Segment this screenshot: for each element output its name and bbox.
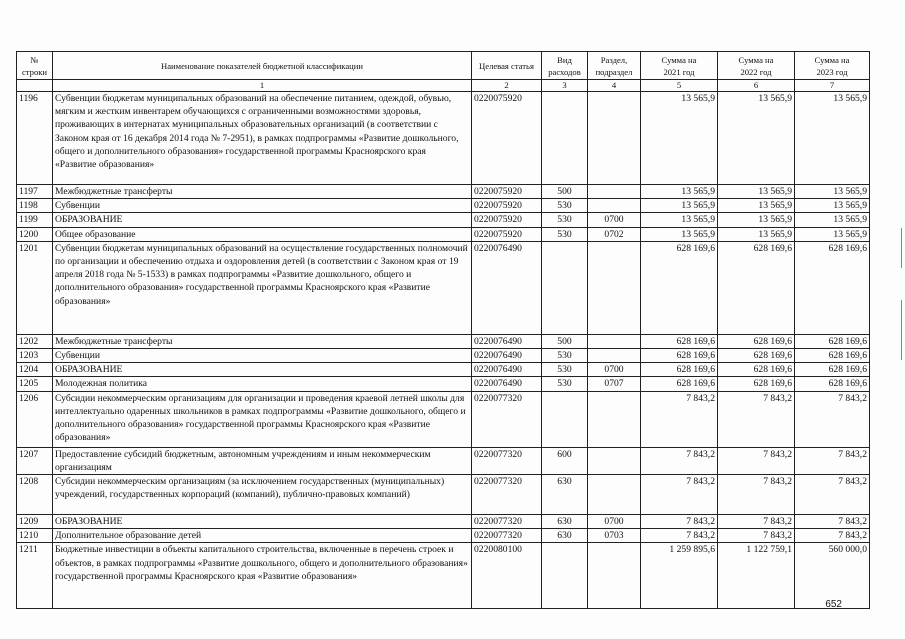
row-number: 1199	[17, 213, 53, 227]
section-code	[588, 92, 641, 185]
expense-type: 530	[542, 363, 588, 377]
target-article: 0220076490	[472, 241, 542, 334]
sum-2022: 13 565,9	[718, 185, 795, 199]
target-article: 0220077320	[472, 447, 542, 474]
table-row	[17, 447, 870, 474]
expense-type: 500	[542, 334, 588, 348]
sum-2023: 7 843,2	[795, 391, 870, 447]
row-number: 1200	[17, 227, 53, 241]
expense-type	[542, 391, 588, 447]
target-article: 0220077320	[472, 391, 542, 447]
indicator-name: Субвенции бюджетам муниципальных образований на обеспечение питанием, одеждой, обувью, мягким и жестким инвентарем обучающихся с ограниченными возможностями здоровья, проживающих в интернатах муниципальных образовательных организаций (в соответствии с Законом края от 16 декабря 2014 года № 7-2951), в рамках подпрограммы «Развитие дошкольного, общего и дополнительного образования» государственной программы Красноярского края «Развитие образования»	[53, 92, 472, 185]
row-number: 1211	[17, 543, 53, 609]
header-name: Наименование показателей бюджетной классификации	[53, 52, 472, 80]
row-number: 1205	[17, 377, 53, 391]
expense-type: 630	[542, 515, 588, 529]
section-code: 0703	[588, 529, 641, 543]
sum-2023: 13 565,9	[795, 185, 870, 199]
row-number: 1202	[17, 334, 53, 348]
target-article: 0220076490	[472, 349, 542, 363]
row-number: 1197	[17, 185, 53, 199]
sum-2023: 628 169,6	[795, 334, 870, 348]
target-article: 0220075920	[472, 92, 542, 185]
sum-2022: 13 565,9	[718, 92, 795, 185]
column-number: 1	[53, 80, 472, 92]
header-sum-2023: Сумма на 2023 год	[795, 52, 870, 80]
indicator-name: Бюджетные инвестиции в объекты капитального строительства, включенные в перечень строек и объектов, в рамках подпрограммы «Развитие дошкольного, общего и дополнительного образования» государственной программы Красноярского края «Развитие образования»	[53, 543, 472, 609]
section-code	[588, 334, 641, 348]
row-number: 1208	[17, 475, 53, 515]
indicator-name: Субвенции	[53, 349, 472, 363]
table-row	[17, 349, 870, 363]
budget-table	[16, 51, 870, 609]
sum-2021: 13 565,9	[641, 213, 718, 227]
table-row	[17, 213, 870, 227]
expense-type	[542, 92, 588, 185]
header-expense-type: Вид расходов	[542, 52, 588, 80]
expense-type: 530	[542, 377, 588, 391]
sum-2023: 560 000,0	[795, 543, 870, 609]
table-row	[17, 391, 870, 447]
table-row	[17, 199, 870, 213]
row-number: 1206	[17, 391, 53, 447]
target-article: 0220077320	[472, 475, 542, 515]
expense-type	[542, 241, 588, 334]
section-code	[588, 391, 641, 447]
table-row	[17, 185, 870, 199]
sum-2021: 628 169,6	[641, 241, 718, 334]
indicator-name: Субсидии некоммерческим организациям для организации и проведения краевой летней школы для интеллектуально одаренных школьников в рамках подпрограммы «Развитие дошкольного, общего и дополнительного образования» государственной программы Красноярского края «Развитие образования»	[53, 391, 472, 447]
indicator-name: ОБРАЗОВАНИЕ	[53, 363, 472, 377]
sum-2022: 628 169,6	[718, 377, 795, 391]
sum-2021: 13 565,9	[641, 199, 718, 213]
sum-2021: 7 843,2	[641, 475, 718, 515]
table-row	[17, 92, 870, 185]
header-sum-2021: Сумма на 2021 год	[641, 52, 718, 80]
sum-2021: 13 565,9	[641, 185, 718, 199]
table-row	[17, 227, 870, 241]
target-article: 0220075920	[472, 227, 542, 241]
sum-2022: 7 843,2	[718, 515, 795, 529]
row-number: 1196	[17, 92, 53, 185]
sum-2023: 13 565,9	[795, 213, 870, 227]
sum-2021: 13 565,9	[641, 227, 718, 241]
section-code	[588, 199, 641, 213]
section-code	[588, 349, 641, 363]
sum-2021: 7 843,2	[641, 391, 718, 447]
sum-2022: 628 169,6	[718, 363, 795, 377]
sum-2021: 7 843,2	[641, 529, 718, 543]
column-number: 3	[542, 80, 588, 92]
table-row	[17, 515, 870, 529]
row-number: 1210	[17, 529, 53, 543]
section-code	[588, 447, 641, 474]
sum-2022: 7 843,2	[718, 475, 795, 515]
target-article: 0220076490	[472, 363, 542, 377]
sum-2021: 628 169,6	[641, 349, 718, 363]
sum-2022: 7 843,2	[718, 447, 795, 474]
table-row	[17, 529, 870, 543]
column-number: 5	[641, 80, 718, 92]
sum-2022: 628 169,6	[718, 349, 795, 363]
sum-2022: 628 169,6	[718, 334, 795, 348]
budget-table-sheet	[16, 51, 870, 609]
target-article: 0220077320	[472, 515, 542, 529]
indicator-name: Предоставление субсидий бюджетным, автономным учреждениям и иным некоммерческим организациям	[53, 447, 472, 474]
column-number: 7	[795, 80, 870, 92]
sum-2023: 13 565,9	[795, 92, 870, 185]
expense-type: 530	[542, 227, 588, 241]
sum-2023: 13 565,9	[795, 199, 870, 213]
header-target-article: Целевая статья	[472, 52, 542, 80]
sum-2021: 628 169,6	[641, 363, 718, 377]
section-code	[588, 475, 641, 515]
header-row	[17, 52, 870, 80]
indicator-name: Межбюджетные трансферты	[53, 334, 472, 348]
row-number: 1207	[17, 447, 53, 474]
column-number: 6	[718, 80, 795, 92]
column-number-row	[17, 80, 870, 92]
sum-2023: 7 843,2	[795, 447, 870, 474]
table-row	[17, 377, 870, 391]
section-code	[588, 185, 641, 199]
sum-2021: 7 843,2	[641, 515, 718, 529]
expense-type: 630	[542, 529, 588, 543]
indicator-name: ОБРАЗОВАНИЕ	[53, 213, 472, 227]
sum-2023: 7 843,2	[795, 475, 870, 515]
expense-type: 500	[542, 185, 588, 199]
section-code: 0700	[588, 515, 641, 529]
section-code: 0700	[588, 363, 641, 377]
sum-2022: 7 843,2	[718, 529, 795, 543]
row-number: 1201	[17, 241, 53, 334]
target-article: 0220075920	[472, 213, 542, 227]
expense-type: 630	[542, 475, 588, 515]
expense-type: 530	[542, 349, 588, 363]
indicator-name: Дополнительное образование детей	[53, 529, 472, 543]
row-number: 1209	[17, 515, 53, 529]
table-row	[17, 363, 870, 377]
indicator-name: Субвенции бюджетам муниципальных образований на осуществление государственных полномочий по организации и обеспечению отдыха и оздоровления детей (в соответствии с Законом края от 19 апреля 2018 года № 5-1533) в рамках подпрограммы «Развитие дошкольного, общего и дополнительного образования» государственной программы Красноярского края «Развитие образования»	[53, 241, 472, 334]
sum-2023: 7 843,2	[795, 515, 870, 529]
page-number: 652	[825, 599, 842, 610]
sum-2021: 628 169,6	[641, 377, 718, 391]
header-section: Раздел, подраздел	[588, 52, 641, 80]
sum-2023: 628 169,6	[795, 363, 870, 377]
target-article: 0220075920	[472, 199, 542, 213]
section-code: 0700	[588, 213, 641, 227]
sum-2022: 13 565,9	[718, 213, 795, 227]
header-row-number: № строки	[17, 52, 53, 80]
expense-type	[542, 543, 588, 609]
sum-2021: 628 169,6	[641, 334, 718, 348]
row-number: 1204	[17, 363, 53, 377]
expense-type: 530	[542, 213, 588, 227]
section-code	[588, 543, 641, 609]
row-number: 1198	[17, 199, 53, 213]
indicator-name: ОБРАЗОВАНИЕ	[53, 515, 472, 529]
sum-2023: 628 169,6	[795, 349, 870, 363]
sum-2023: 7 843,2	[795, 529, 870, 543]
expense-type: 530	[542, 199, 588, 213]
table-row	[17, 334, 870, 348]
column-number	[17, 80, 53, 92]
sum-2021: 7 843,2	[641, 447, 718, 474]
section-code: 0702	[588, 227, 641, 241]
table-row	[17, 543, 870, 609]
column-number: 2	[472, 80, 542, 92]
row-number: 1203	[17, 349, 53, 363]
indicator-name: Субсидии некоммерческим организациям (за исключением государственных (муниципальных) учреждений, государственных корпораций (компаний), публично-правовых компаний)	[53, 475, 472, 515]
scan-edge-mark	[901, 300, 902, 360]
sum-2023: 628 169,6	[795, 377, 870, 391]
header-sum-2022: Сумма на 2022 год	[718, 52, 795, 80]
section-code: 0707	[588, 377, 641, 391]
table-row	[17, 241, 870, 334]
sum-2022: 13 565,9	[718, 227, 795, 241]
sum-2022: 628 169,6	[718, 241, 795, 334]
indicator-name: Общее образование	[53, 227, 472, 241]
table-row	[17, 475, 870, 515]
scan-edge-mark	[901, 228, 902, 268]
sum-2022: 13 565,9	[718, 199, 795, 213]
target-article: 0220077320	[472, 529, 542, 543]
expense-type: 600	[542, 447, 588, 474]
target-article: 0220076490	[472, 377, 542, 391]
sum-2021: 1 259 895,6	[641, 543, 718, 609]
sum-2023: 628 169,6	[795, 241, 870, 334]
sum-2022: 1 122 759,1	[718, 543, 795, 609]
indicator-name: Молодежная политика	[53, 377, 472, 391]
target-article: 0220080100	[472, 543, 542, 609]
target-article: 0220075920	[472, 185, 542, 199]
column-number: 4	[588, 80, 641, 92]
sum-2022: 7 843,2	[718, 391, 795, 447]
target-article: 0220076490	[472, 334, 542, 348]
indicator-name: Межбюджетные трансферты	[53, 185, 472, 199]
sum-2023: 13 565,9	[795, 227, 870, 241]
table-body	[17, 92, 870, 609]
indicator-name: Субвенции	[53, 199, 472, 213]
sum-2021: 13 565,9	[641, 92, 718, 185]
section-code	[588, 241, 641, 334]
